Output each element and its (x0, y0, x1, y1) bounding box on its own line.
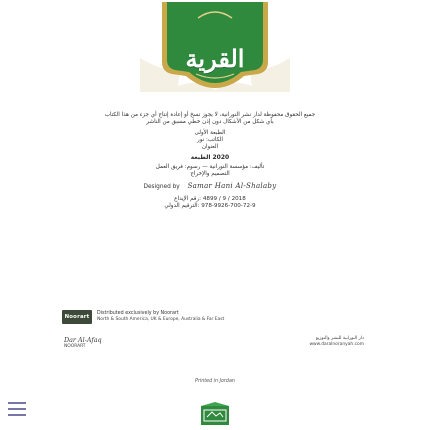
design-heading-line: التصميم والإخراج (190, 171, 230, 178)
distributor-text (97, 311, 224, 323)
publisher-left (64, 336, 102, 350)
cover-title: القرية (185, 44, 245, 73)
publisher-arabic-name: دار النورانية للنشر والتوزيع (315, 336, 364, 341)
menu-icon[interactable] (8, 402, 28, 416)
distributor-line-1: Distributed exclusively by Noorart (97, 311, 179, 317)
isbn-line: 978-9926-700-72-9 :الترقيم الدولي (164, 202, 256, 209)
publisher-row (64, 336, 364, 358)
cover-illustration (140, 0, 290, 92)
title-line: العنوان (201, 143, 219, 150)
noorart-logo: Noorart (62, 310, 92, 324)
copyright-line-1: جميع الحقوق محفوظة لدار نشر النورانية، لا يجوز نسخ أو إعادة إنتاج أي جزء من هذا الكتاب (104, 112, 316, 118)
designed-by-label: Designed by (143, 184, 180, 191)
deposit-number-line: 2018 / 9 / 4899 :رقم الإيداع (174, 195, 246, 202)
year-line: 2020 الطبعة (190, 153, 230, 161)
printed-in-line: Printed in Jordan (195, 379, 235, 384)
publisher-badge-icon (200, 402, 230, 426)
author-line: الكاتب: نور (197, 136, 223, 143)
distributor-line-2: North & South America, UK & Europe, Australia & Far East (97, 317, 225, 323)
credits-block (60, 112, 360, 210)
distributor-block (62, 306, 362, 328)
publisher-sub-name: NOORART (64, 344, 86, 350)
publisher-website: www.daralnoranyah.com (309, 341, 364, 347)
publisher-script-name: Dar Al-Afaq (64, 336, 102, 344)
publisher-right (309, 336, 364, 348)
edition-line: الطبعة الأولى (194, 129, 226, 136)
copyright-line-2: بأي شكل من الأشكال دون إذن خطي مسبق من الناشر (146, 118, 274, 125)
designed-by-line (60, 182, 360, 191)
designer-signature: Samar Hani Al-Shalaby (187, 182, 277, 191)
authorship-line: تأليف: مؤسسة النورانية — رسوم: فريق العمل (155, 164, 265, 171)
